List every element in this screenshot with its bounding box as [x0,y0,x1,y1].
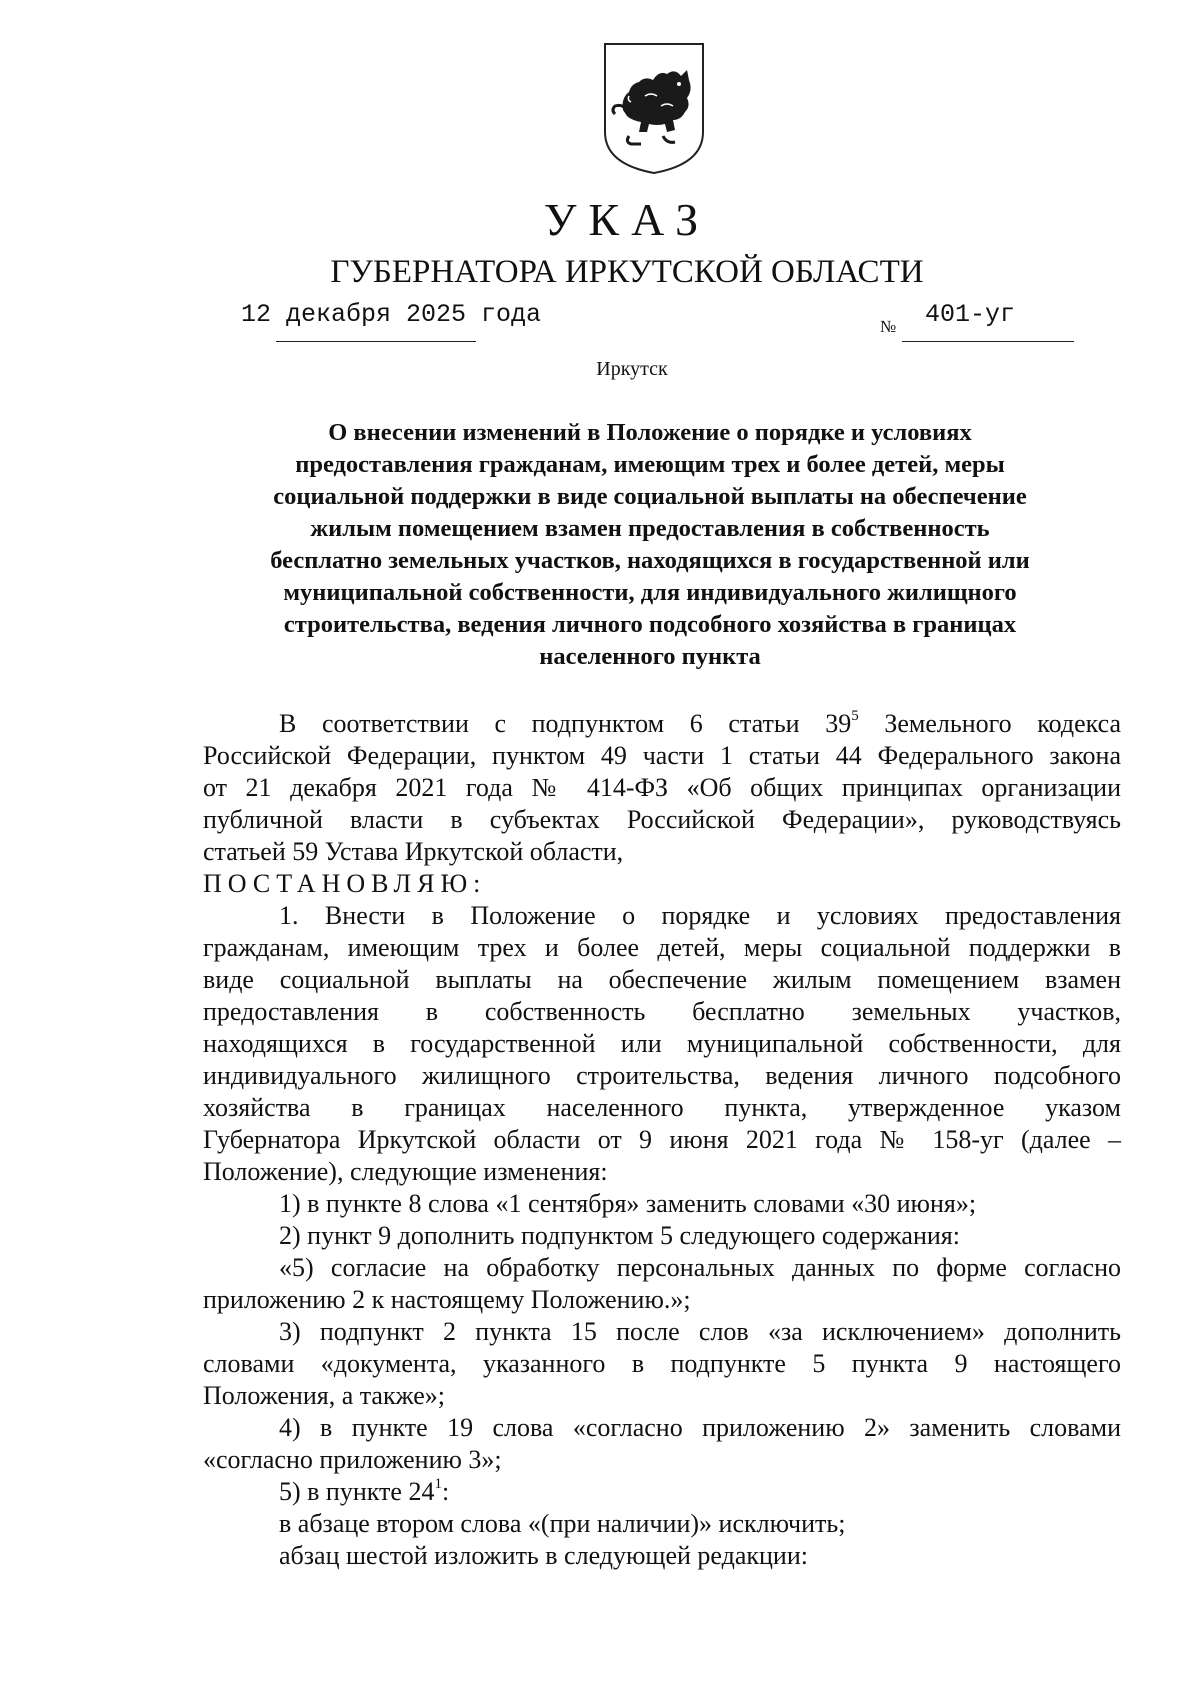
document-city: Иркутск [596,358,668,380]
item-line: Положение), следующие изменения: [203,1157,608,1186]
subitem-3-line: Положения, а также»; [203,1381,445,1410]
subitem-2-quote-line: приложению 2 к настоящему Положению.»; [203,1285,691,1314]
preamble-line: статьей 59 Устава Иркутской области, [203,837,624,866]
subitem-4-line: «согласно приложению 3»; [203,1445,502,1474]
heading-line: строительства, ведения личного подсобного хозяйства в границах [283,611,1017,638]
coat-of-arms-emblem [601,40,707,176]
subitem-5: 5) в пункте $24^1$: [279,1476,450,1506]
document-title: УКАЗ [543,194,711,245]
item-line: хозяйства в границах населенного пункта, утвержденное указом [203,1093,1121,1122]
item-line: Губернатора Иркутской области от 9 июня 2021 года № 158-уг (далее – [203,1125,1121,1154]
subitem-5-line: в абзаце втором слова «(при наличии)» исключить; [279,1509,846,1538]
heading-line: населенного пункта [539,643,761,670]
heading-line: социальной поддержки в виде социальной выплаты на обеспечение [273,483,1027,510]
item-line: находящихся в государственной или муниципальной собственности, для [203,1029,1121,1058]
document-subtitle: ГУБЕРНАТОРА ИРКУТСКОЙ ОБЛАСТИ [330,254,924,290]
subitem-2: 2) пункт 9 дополнить подпунктом 5 следующего содержания: [279,1221,960,1250]
heading-line: бесплатно земельных участков, находящихся в государственной или [270,547,1030,574]
document-date: 12 декабря 2025 года [241,300,542,329]
superscript: 5 [851,708,859,725]
subitem-1: 1) в пункте 8 слова «1 сентября» заменить словами «30 июня»; [279,1189,977,1218]
subitem-2-quote-line: «5) согласие на обработку персональных данных по форме согласно [279,1253,1121,1282]
preamble [203,708,1121,900]
heading-line: предоставления гражданам, имеющим трех и более детей, меры [295,451,1005,478]
subitem-3-line: 3) подпункт 2 пункта 15 после слов «за исключением» дополнить [279,1317,1121,1346]
item-line: индивидуального жилищного строительства, ведения личного подсобного [203,1061,1121,1090]
number-label: № [880,317,897,336]
item-line: виде социальной выплаты на обеспечение жилым помещением взамен [203,965,1121,994]
preamble-line: В соответствии с подпунктом 6 статьи $39^5$ Земельного кодекса [279,708,1121,738]
preamble-line: Российской Федерации, пунктом 49 части 1 статьи 44 Федерального закона [203,741,1121,770]
item-1 [203,900,1121,1572]
number-underline [902,341,1074,342]
item-line: предоставления в собственность бесплатно земельных участков, [203,997,1121,1026]
item-line: 1. Внести в Положение о порядке и условиях предоставления [279,901,1121,930]
heading-line: муниципальной собственности, для индивидуального жилищного [283,579,1017,606]
subitem-3-line: словами «документа, указанного в подпункте 5 пункта 9 настоящего [203,1349,1121,1378]
subitem-5-line: абзац шестой изложить в следующей редакции: [279,1541,808,1570]
heading-line: жилым помещением взамен предоставления в собственность [310,515,990,542]
preamble-line: публичной власти в субъектах Российской Федерации», руководствуясь [203,805,1121,834]
heading-line: О внесении изменений в Положение о порядке и условиях [328,419,972,446]
babr-icon [601,40,707,176]
date-underline [276,341,476,342]
item-line: гражданам, имеющим трех и более детей, меры социальной поддержки в [203,933,1121,962]
subitem-4-line: 4) в пункте 19 слова «согласно приложению 2» заменить словами [279,1413,1121,1442]
preamble-line: от 21 декабря 2021 года № 414-ФЗ «Об общих принципах организации [203,773,1121,802]
decree-word: ПОСТАНОВЛЯЮ: [203,869,487,898]
document-heading [210,417,1090,673]
document-number: 401-уг [925,300,1016,329]
superscript: 1 [434,1476,442,1493]
